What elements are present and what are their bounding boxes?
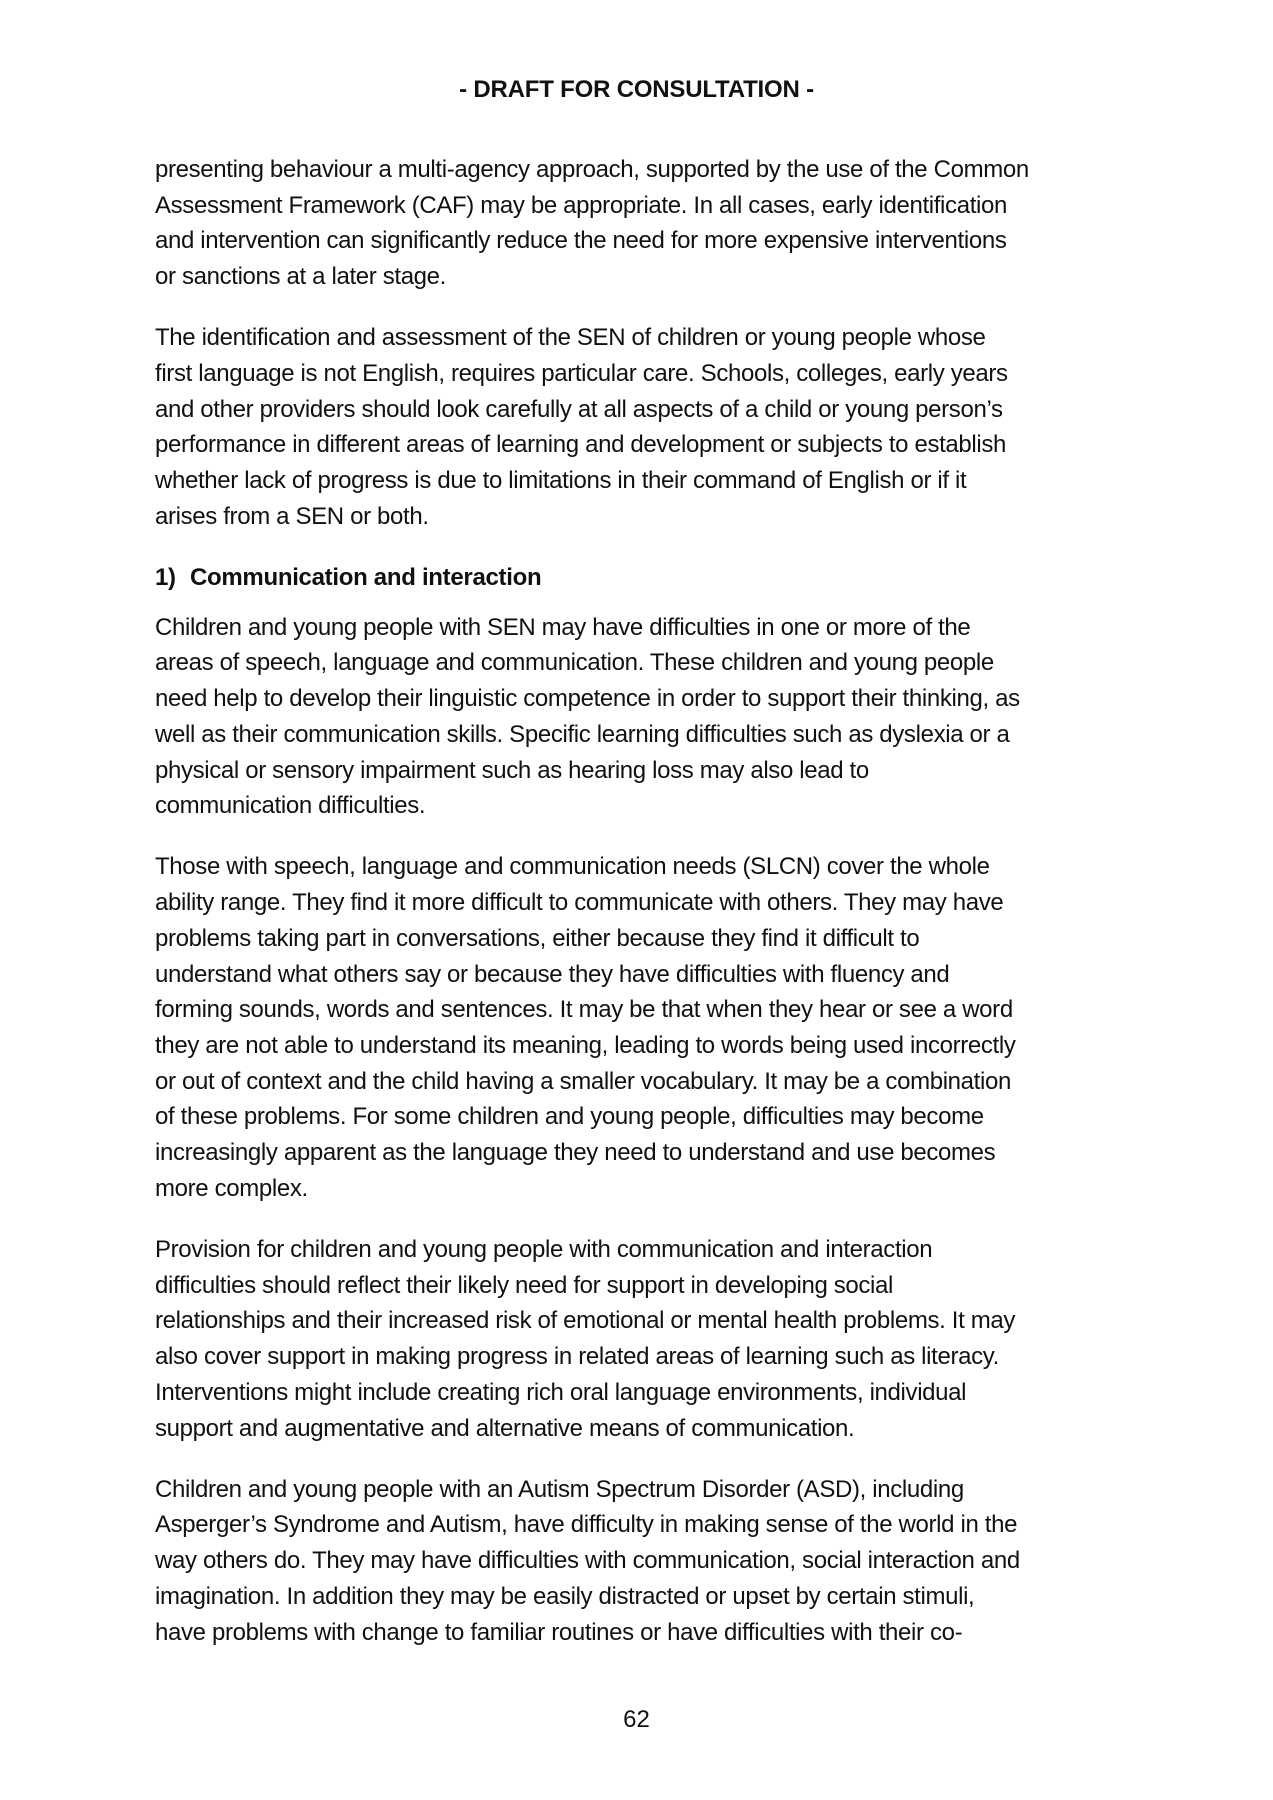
text-line: well as their communication skills. Specific learning difficulties such as dyslexia or a — [155, 720, 1010, 748]
text-line: Asperger’s Syndrome and Autism, have difficulty in making sense of the world in the — [155, 1511, 1018, 1539]
text-line: of these problems. For some children and young people, difficulties may become — [155, 1103, 984, 1131]
draft-header: - DRAFT FOR CONSULTATION - — [459, 76, 814, 103]
text-line: difficulties should reflect their likely need for support in developing social — [155, 1271, 894, 1299]
text-line: The identification and assessment of the SEN of children or young people whose — [155, 324, 986, 352]
text-line: Children and young people with an Autism Spectrum Disorder (ASD), including — [155, 1475, 964, 1503]
text-line: and intervention can significantly reduce the need for more expensive interventions — [155, 227, 1007, 255]
page-content — [155, 152, 1135, 1676]
paragraph-provision — [155, 1232, 1135, 1446]
paragraph-english-language — [155, 320, 1135, 534]
text-line: support and augmentative and alternative means of communication. — [155, 1414, 855, 1442]
paragraph-slcn — [155, 849, 1135, 1206]
text-line: performance in different areas of learning and development or subjects to establish — [155, 431, 1007, 459]
text-line: ability range. They find it more difficult to communicate with others. They may have — [155, 889, 1004, 917]
text-line: physical or sensory impairment such as hearing loss may also lead to — [155, 756, 869, 784]
text-line: they are not able to understand its meaning, leading to words being used incorrectly — [155, 1031, 1016, 1059]
text-line: understand what others say or because they have difficulties with fluency and — [155, 960, 950, 988]
paragraph-slc-difficulties — [155, 610, 1135, 824]
text-line: arises from a SEN or both. — [155, 502, 429, 530]
text-line: whether lack of progress is due to limitations in their command of English or if it — [155, 467, 967, 495]
paragraph-asd — [155, 1472, 1135, 1651]
text-line: relationships and their increased risk of emotional or mental health problems. It may — [155, 1307, 1016, 1335]
text-line: also cover support in making progress in related areas of learning such as literacy. — [155, 1343, 999, 1371]
text-line: areas of speech, language and communication. These children and young people — [155, 649, 994, 677]
paragraph-caf — [155, 152, 1135, 295]
text-line: have problems with change to familiar routines or have difficulties with their co- — [155, 1618, 963, 1646]
text-line: Provision for children and young people with communication and interaction — [155, 1235, 933, 1263]
text-line: or sanctions at a later stage. — [155, 263, 447, 291]
text-line: forming sounds, words and sentences. It may be that when they hear or see a word — [155, 996, 1013, 1024]
section-title: Communication and interaction — [190, 564, 542, 592]
text-line: need help to develop their linguistic competence in order to support their thinking, as — [155, 685, 1020, 713]
text-line: more complex. — [155, 1174, 308, 1202]
text-line: Children and young people with SEN may have difficulties in one or more of the — [155, 613, 971, 641]
text-line: Interventions might include creating rich oral language environments, individual — [155, 1378, 967, 1406]
section-number: 1) — [155, 564, 176, 592]
text-line: problems taking part in conversations, either because they find it difficult to — [155, 924, 920, 952]
text-line: or out of context and the child having a smaller vocabulary. It may be a combination — [155, 1067, 1011, 1095]
page-number: 62 — [623, 1706, 650, 1733]
text-line: presenting behaviour a multi-agency approach, supported by the use of the Common — [155, 156, 1029, 183]
text-line: increasingly apparent as the language they need to understand and use becomes — [155, 1139, 996, 1167]
text-line: Assessment Framework (CAF) may be appropriate. In all cases, early identification — [155, 191, 1007, 219]
text-line: communication difficulties. — [155, 792, 426, 820]
text-line: way others do. They may have difficulties with communication, social interaction and — [155, 1547, 1020, 1575]
text-line: Those with speech, language and communication needs (SLCN) cover the whole — [155, 853, 990, 881]
section-heading — [155, 560, 1135, 596]
text-line: and other providers should look carefully at all aspects of a child or young person’s — [155, 395, 1003, 423]
text-line: imagination. In addition they may be easily distracted or upset by certain stimuli, — [155, 1582, 975, 1610]
text-line: first language is not English, requires particular care. Schools, colleges, early years — [155, 360, 1008, 388]
